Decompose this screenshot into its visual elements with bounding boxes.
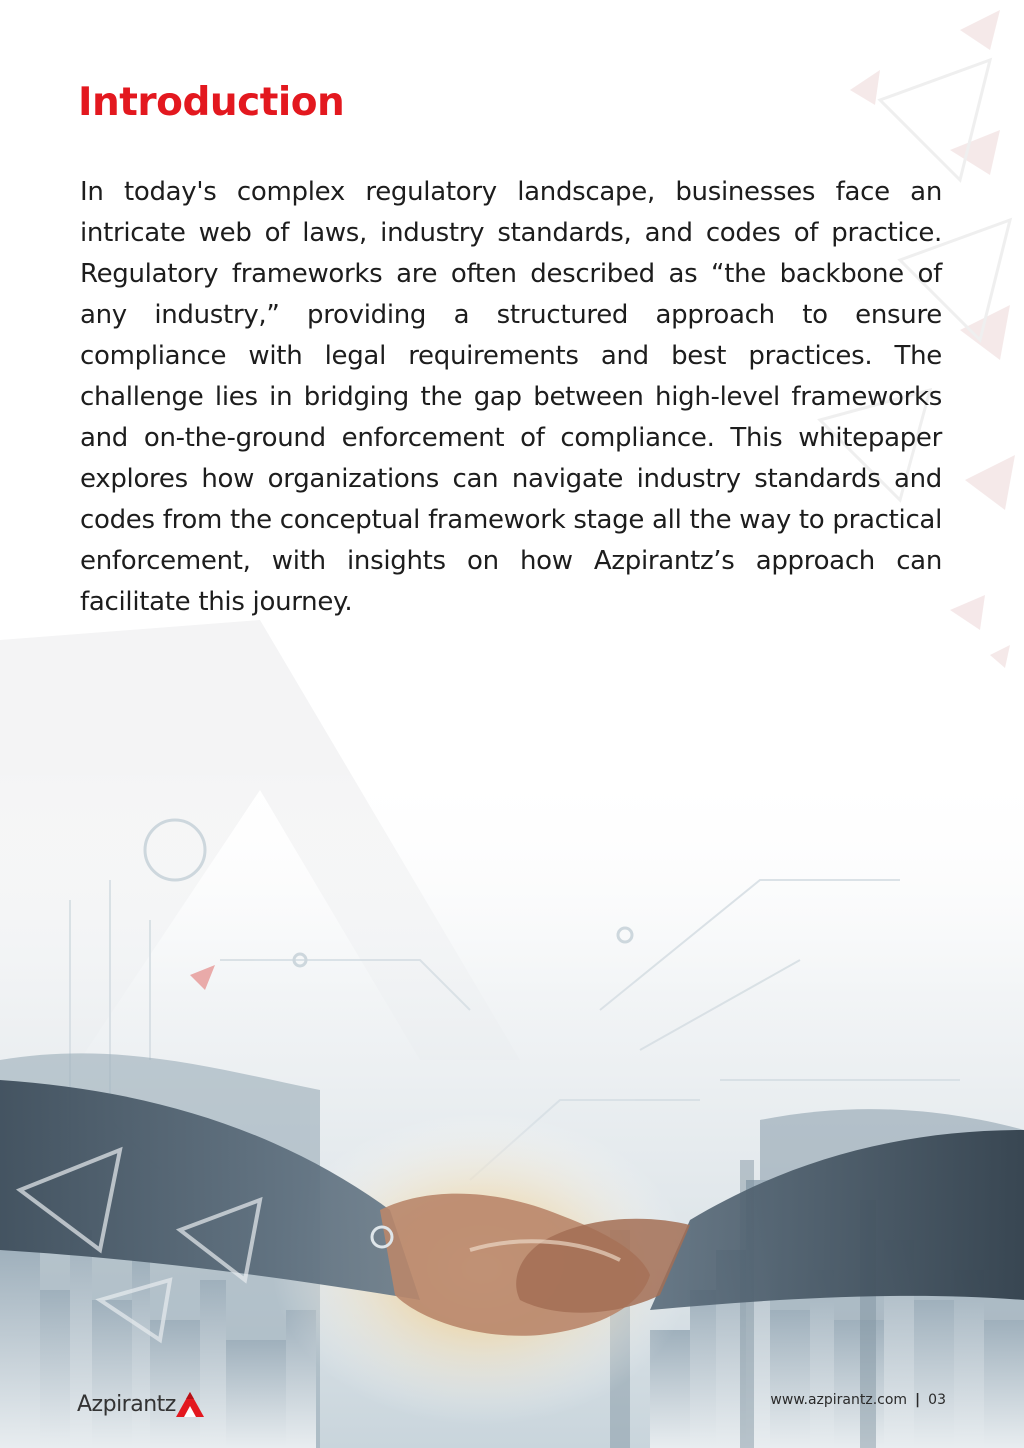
page-number: 03 xyxy=(928,1392,946,1408)
logo-wordmark: Azpirantz xyxy=(77,1392,176,1417)
website-link[interactable]: www.azpirantz.com xyxy=(770,1392,908,1408)
intro-paragraph: In today's complex regulatory landscape, businesses face an intricate web of laws, industry standards, and codes of practice. Regulatory frameworks are often described as “the backbone of any industry,” providing a structured approach to ensure compliance with legal requirements and best practices. The challenge lies in bridging the gap between high-level frameworks and on-the-ground enforcement of compliance. This whitepaper explores how organizations can navigate industry standards and codes from the conceptual framework stage all the way to practical enforcement, with insights on how Azpirantz’s approach can facilitate this journey. xyxy=(80,177,942,617)
footer-info xyxy=(770,1392,946,1408)
company-logo xyxy=(77,1385,208,1419)
page-title: Introduction xyxy=(78,80,345,125)
triangle-logo-icon xyxy=(172,1389,208,1419)
footer-separator: | xyxy=(915,1392,921,1408)
